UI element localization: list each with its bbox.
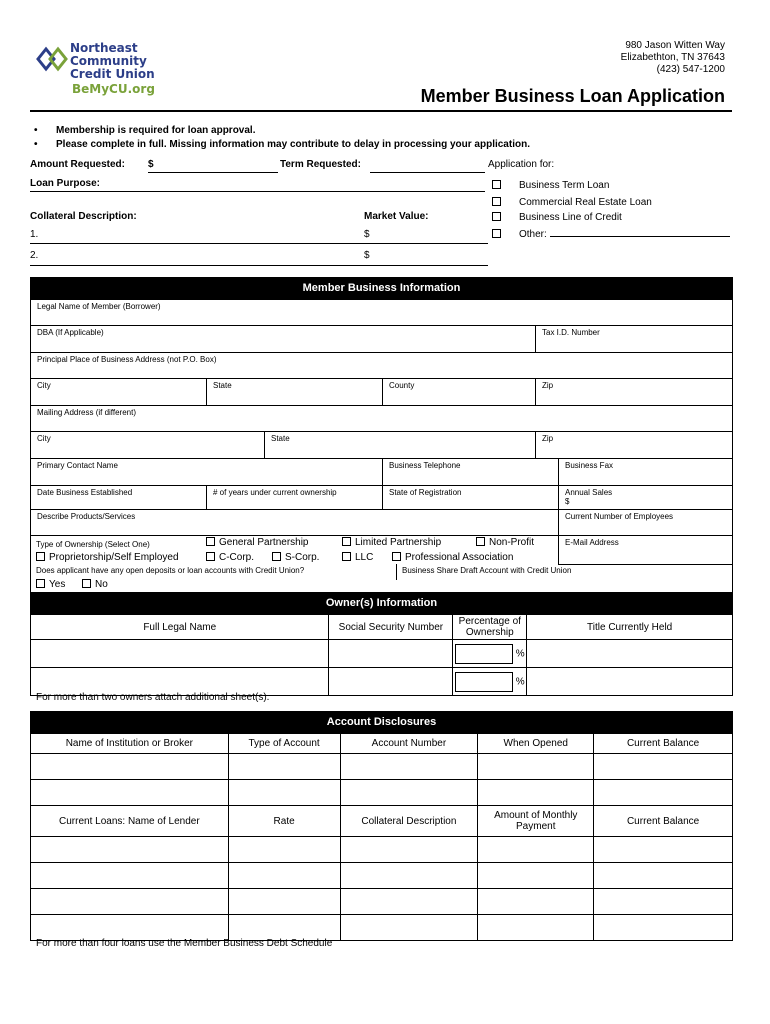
city-field[interactable]: City	[30, 378, 207, 406]
table-row	[31, 754, 733, 780]
checkbox-icon[interactable]	[206, 537, 215, 546]
logo-line3: Credit Union	[70, 67, 155, 81]
market-value-label: Market Value:	[364, 211, 429, 222]
checkbox-icon[interactable]	[492, 229, 501, 238]
term-label: Term Requested:	[280, 159, 361, 170]
option-proprietorship[interactable]: Proprietorship/Self Employed	[36, 552, 179, 563]
option-limited-partnership[interactable]: Limited Partnership	[342, 537, 441, 548]
collateral-field-2[interactable]	[30, 265, 488, 266]
address-street: 980 Jason Witten Way	[625, 40, 725, 51]
market-dollar-2: $	[364, 250, 370, 261]
accounts-section-header: Account Disclosures	[30, 711, 733, 733]
col-title: Title Currently Held	[527, 615, 733, 640]
option-s-corp[interactable]: S-Corp.	[272, 552, 319, 563]
county-field[interactable]: County	[382, 378, 536, 406]
amount-label: Amount Requested:	[30, 159, 125, 170]
col-lender: Current Loans: Name of Lender	[31, 806, 229, 837]
owner-title-cell[interactable]	[527, 640, 733, 668]
purpose-label: Loan Purpose:	[30, 178, 101, 189]
collateral-row-2: 2.	[30, 250, 39, 261]
address-city: Elizabethton, TN 37643	[620, 52, 725, 63]
checkbox-icon[interactable]	[342, 537, 351, 546]
mailing-zip-field[interactable]: Zip	[535, 431, 733, 459]
zip-field[interactable]: Zip	[535, 378, 733, 406]
percent-input[interactable]	[455, 644, 513, 664]
logo-site: BeMyCU.org	[72, 82, 155, 96]
col-collateral: Collateral Description	[340, 806, 478, 837]
col-account-number: Account Number	[340, 734, 478, 754]
table-row	[31, 780, 733, 806]
table-row	[31, 640, 733, 668]
col-rate: Rate	[228, 806, 340, 837]
accounts-table	[30, 733, 733, 941]
table-header-row	[31, 734, 733, 754]
option-c-corp[interactable]: C-Corp.	[206, 552, 254, 563]
option-term-loan[interactable]: Business Term Loan	[492, 177, 730, 194]
checkbox-icon[interactable]	[36, 579, 45, 588]
purpose-field[interactable]	[30, 191, 485, 192]
mailing-address-field[interactable]: Mailing Address (if different)	[30, 405, 733, 432]
collateral-field-1[interactable]	[30, 243, 488, 244]
table-header-row	[31, 615, 733, 640]
owners-note: For more than two owners attach additional sheet(s).	[36, 692, 270, 703]
col-percentage: Percentage of Ownership	[453, 615, 527, 640]
option-yes[interactable]: Yes	[36, 579, 65, 590]
option-other[interactable]: Other:	[492, 226, 730, 243]
logo-line2: Community	[70, 54, 147, 68]
title-rule	[30, 110, 732, 112]
mailing-state-field[interactable]: State	[264, 431, 536, 459]
col-when-opened: When Opened	[478, 734, 594, 754]
address-phone: (423) 547-1200	[656, 64, 725, 75]
member-section-header: Member Business Information	[30, 277, 733, 299]
employees-field[interactable]: Current Number of Employees	[558, 509, 733, 536]
address-block	[621, 40, 725, 76]
checkbox-icon[interactable]	[82, 579, 91, 588]
term-field[interactable]	[370, 172, 485, 173]
table-row	[31, 889, 733, 915]
logo-line1: Northeast	[70, 41, 138, 55]
col-full-name: Full Legal Name	[31, 615, 329, 640]
business-fax-field[interactable]: Business Fax	[558, 458, 733, 486]
state-registration-field[interactable]: State of Registration	[382, 485, 559, 510]
checkbox-icon[interactable]	[272, 552, 281, 561]
page-title: Member Business Loan Application	[420, 86, 725, 106]
owners-table	[30, 614, 733, 696]
checkbox-icon[interactable]	[492, 212, 501, 221]
table-header-row	[31, 806, 733, 837]
owner-name-cell[interactable]	[31, 640, 329, 668]
annual-sales-field[interactable]: Annual Sales $	[558, 485, 733, 510]
option-llc[interactable]: LLC	[342, 552, 373, 563]
table-row	[31, 837, 733, 863]
market-dollar-1: $	[364, 229, 370, 240]
note-item: • Please complete in full. Missing information may contribute to delay in processing your application.	[34, 139, 530, 150]
checkbox-icon[interactable]	[36, 552, 45, 561]
notes	[34, 124, 530, 152]
checkbox-icon[interactable]	[476, 537, 485, 546]
years-ownership-field[interactable]: # of years under current ownership	[206, 485, 383, 510]
primary-contact-field[interactable]: Primary Contact Name	[30, 458, 383, 486]
option-no[interactable]: No	[82, 579, 108, 590]
checkbox-icon[interactable]	[392, 552, 401, 561]
email-field[interactable]: E-Mail Address	[558, 535, 733, 565]
col-current-balance: Current Balance	[594, 734, 733, 754]
collateral-row-1: 1.	[30, 229, 39, 240]
loan-type-options	[492, 177, 730, 243]
other-field[interactable]	[550, 227, 730, 237]
table-row	[31, 863, 733, 889]
amount-field[interactable]	[148, 172, 278, 173]
describe-products-field[interactable]: Describe Products/Services	[30, 509, 559, 536]
application-for-label: Application for:	[488, 159, 555, 170]
tax-id-field[interactable]: Tax I.D. Number	[535, 325, 733, 353]
dba-field[interactable]: DBA (If Applicable)	[30, 325, 536, 353]
open-deposits-question: Does applicant have any open deposits or loan accounts with Credit Union?	[36, 566, 305, 575]
table-row	[31, 915, 733, 941]
option-line-of-credit[interactable]: Business Line of Credit	[492, 209, 730, 226]
mailing-city-field[interactable]: City	[30, 431, 265, 459]
logo-mark-icon	[36, 46, 70, 72]
amount-dollar: $	[148, 159, 154, 170]
share-draft-field[interactable]: Business Share Draft Account with Credit Union	[402, 566, 572, 575]
accounts-note: For more than four loans use the Member Business Debt Schedule	[36, 938, 333, 949]
option-real-estate[interactable]: Commercial Real Estate Loan	[492, 194, 730, 211]
col-ssn: Social Security Number	[329, 615, 453, 640]
col-institution: Name of Institution or Broker	[31, 734, 229, 754]
col-account-type: Type of Account	[228, 734, 340, 754]
collateral-label: Collateral Description:	[30, 211, 137, 222]
owners-section-header: Owner(s) Information	[30, 592, 733, 614]
owner-percent-cell[interactable]: %	[453, 640, 527, 668]
checkbox-icon[interactable]	[342, 552, 351, 561]
ownership-type-label: Type of Ownership (Select One)	[36, 540, 150, 549]
col-loan-balance: Current Balance	[594, 806, 733, 837]
state-field[interactable]: State	[206, 378, 383, 406]
option-non-profit[interactable]: Non-Profit	[476, 537, 534, 548]
owner-percent-cell[interactable]: %	[453, 668, 527, 696]
option-general-partnership[interactable]: General Partnership	[206, 537, 309, 548]
business-phone-field[interactable]: Business Telephone	[382, 458, 559, 486]
checkbox-icon[interactable]	[492, 180, 501, 189]
percent-input[interactable]	[455, 672, 513, 692]
date-established-field[interactable]: Date Business Established	[30, 485, 207, 510]
divider	[396, 564, 397, 580]
legal-name-field[interactable]: Legal Name of Member (Borrower)	[30, 299, 733, 326]
checkbox-icon[interactable]	[492, 197, 501, 206]
principal-address-field[interactable]: Principal Place of Business Address (not P.O. Box)	[30, 352, 733, 379]
option-professional-association[interactable]: Professional Association	[392, 552, 513, 563]
checkbox-icon[interactable]	[206, 552, 215, 561]
owner-ssn-cell[interactable]	[329, 640, 453, 668]
col-monthly-payment: Amount of Monthly Payment	[478, 806, 594, 837]
note-item: • Membership is required for loan approval.	[34, 125, 256, 136]
logo	[36, 40, 176, 100]
owner-title-cell[interactable]	[527, 668, 733, 696]
owner-ssn-cell[interactable]	[329, 668, 453, 696]
